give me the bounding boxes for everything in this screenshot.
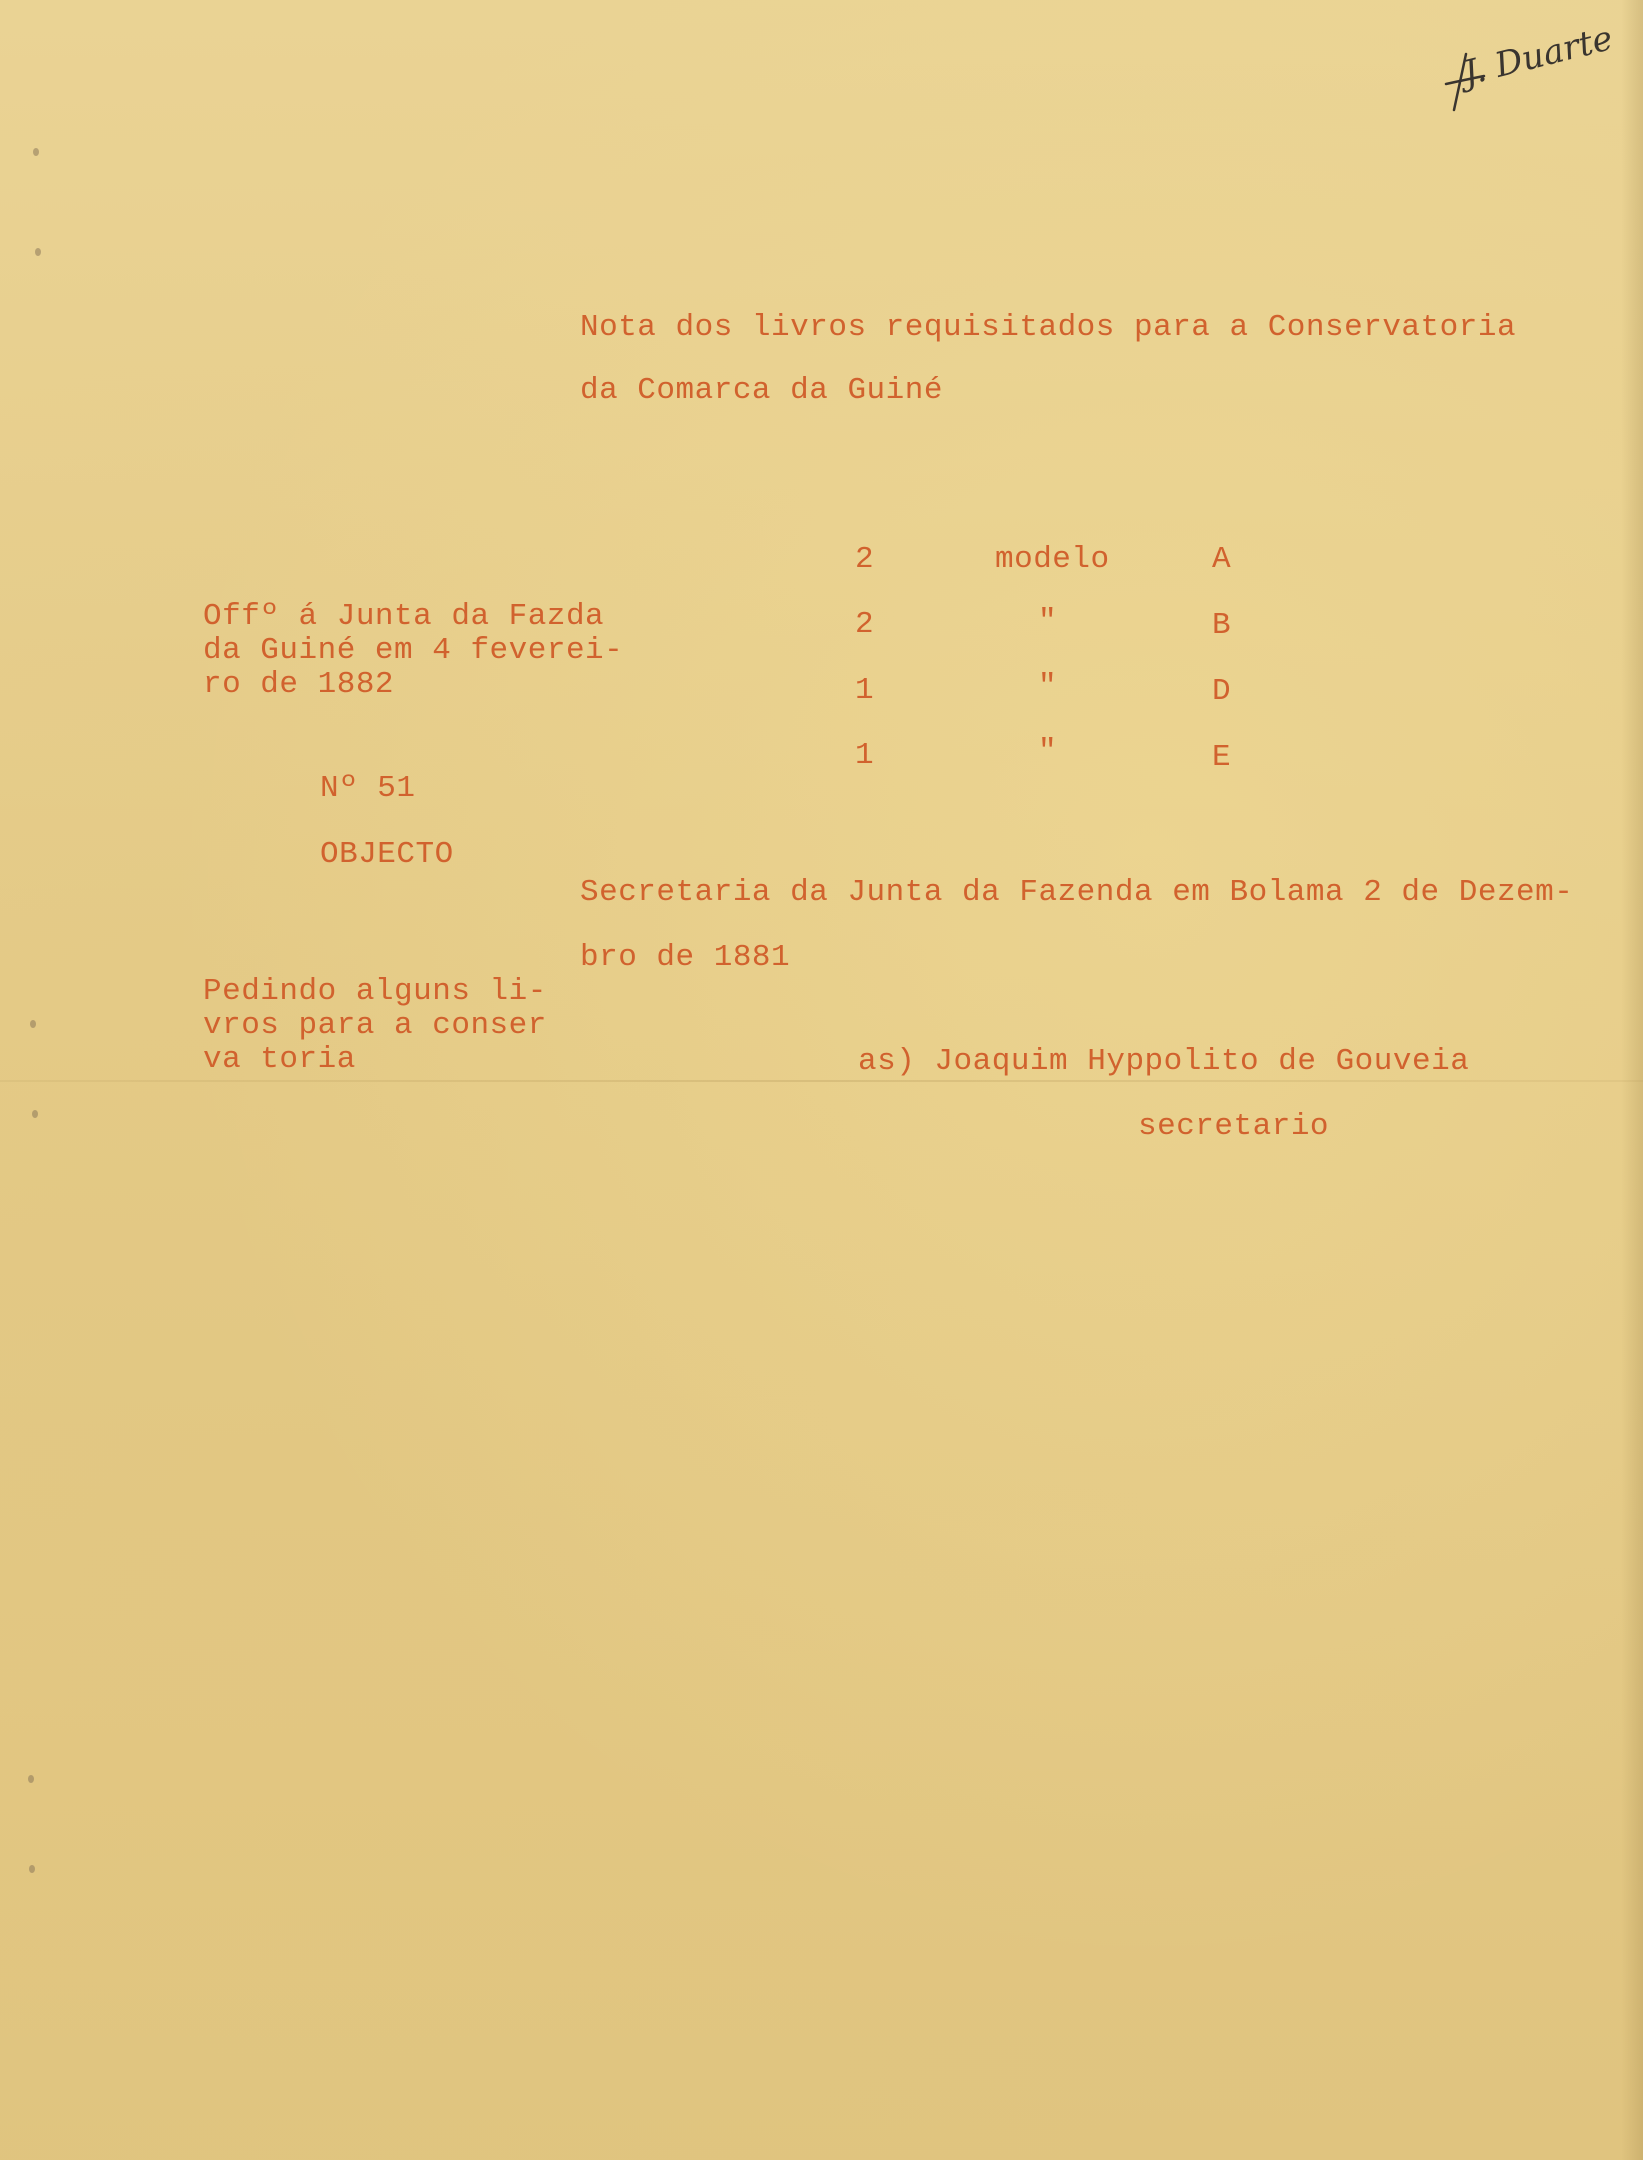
punch-hole [30, 1020, 36, 1028]
book-letter: E [1212, 740, 1232, 775]
book-letter: B [1212, 608, 1232, 643]
signatory-role: secretario [1138, 1109, 1330, 1144]
margin-note-line-3: ro de 1882 [203, 667, 395, 702]
book-qty: 1 [855, 738, 875, 773]
margin-note-line-2: da Guiné em 4 feverei- [203, 633, 624, 668]
book-letter: D [1212, 674, 1232, 709]
punch-hole [35, 248, 41, 256]
object-line-2: vros para a conser [203, 1008, 547, 1043]
book-qty: 2 [855, 607, 875, 642]
book-letter: A [1212, 542, 1232, 577]
handwritten-signature: J. Duarte [1459, 18, 1617, 94]
punch-hole [29, 1865, 35, 1873]
document-title-line-1: Nota dos livros requisitados para a Conservatoria [580, 310, 1517, 345]
book-model: " [1038, 669, 1058, 704]
paper-fold-line [0, 1080, 1643, 1082]
document-title-line-2: da Comarca da Guiné [580, 373, 943, 408]
margin-note-line-1: Offº á Junta da Fazda [203, 599, 605, 634]
book-qty: 1 [855, 673, 875, 708]
object-label: OBJECTO [320, 837, 454, 872]
book-model: " [1038, 734, 1058, 769]
book-model: " [1038, 604, 1058, 639]
reference-number: Nº 51 [320, 771, 416, 806]
book-qty: 2 [855, 542, 875, 577]
punch-hole [28, 1775, 34, 1783]
object-line-3: va toria [203, 1042, 356, 1077]
punch-hole [33, 148, 39, 156]
signatory-name: as) Joaquim Hyppolito de Gouveia [858, 1044, 1470, 1079]
place-date-line-2: bro de 1881 [580, 940, 791, 975]
book-model: modelo [995, 542, 1110, 577]
punch-hole [32, 1110, 38, 1118]
place-date-line-1: Secretaria da Junta da Fazenda em Bolama 2 de Dezem- [580, 875, 1574, 910]
object-line-1: Pedindo alguns li- [203, 974, 547, 1009]
